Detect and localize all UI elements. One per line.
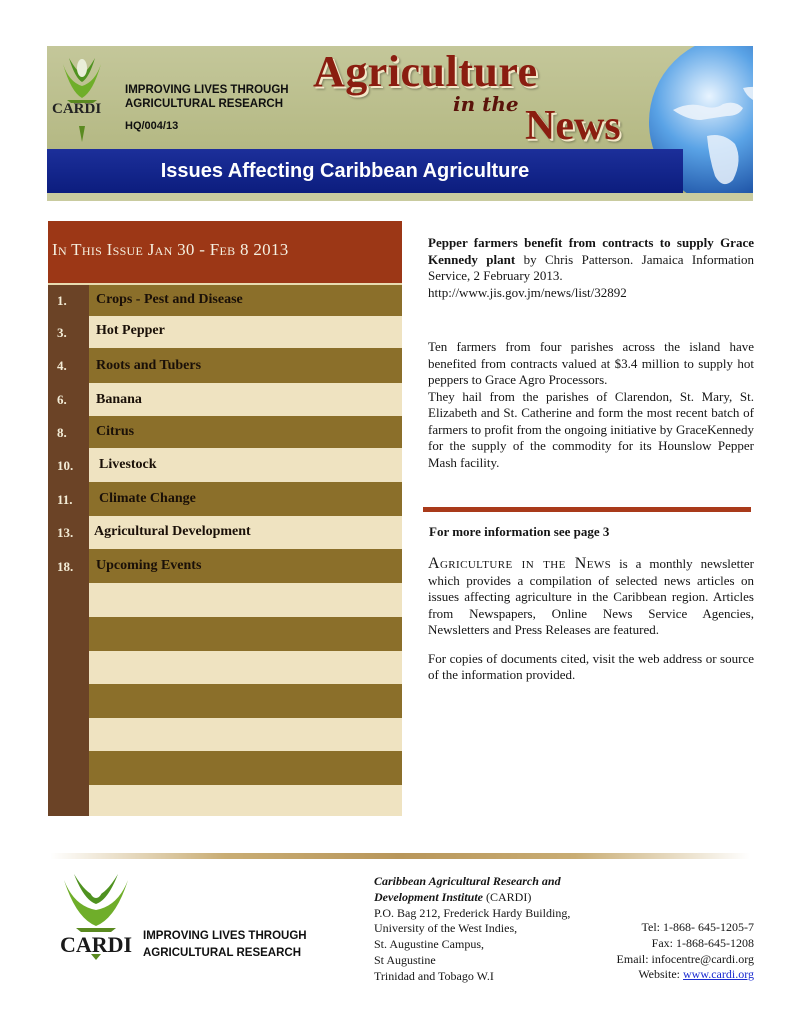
footer-contact	[580, 920, 754, 983]
toc-empty-row	[89, 617, 402, 651]
toc-item-label: Upcoming Events	[96, 558, 202, 573]
tagline-line-2: AGRICULTURAL RESEARCH	[125, 98, 284, 110]
toc-empty-row	[89, 684, 402, 718]
toc-item[interactable]	[48, 416, 402, 448]
subtitle: Issues Affecting Caribbean Agriculture	[160, 160, 530, 182]
toc-item-label: Climate Change	[99, 491, 196, 506]
footer-org-abbr: (CARDI)	[483, 889, 532, 904]
about-newsletter	[428, 556, 754, 684]
toc-item[interactable]	[48, 448, 402, 482]
toc-item[interactable]	[48, 516, 402, 549]
copies-note: For copies of documents cited, visit the web address or source of the information provided.	[428, 650, 754, 682]
toc-empty-row	[89, 651, 402, 684]
toc-item[interactable]	[48, 348, 402, 383]
toc-item-label: Crops - Pest and Disease	[96, 292, 243, 307]
toc-item-number: 8.	[57, 425, 67, 440]
footer-fax: Fax: 1-868-645-1208	[651, 935, 754, 950]
toc-item-number: 13.	[57, 525, 74, 540]
toc-item-label: Citrus	[96, 424, 135, 439]
footer-website-label: Website:	[638, 967, 684, 982]
toc-item-number: 3.	[57, 325, 67, 340]
footer-logo-text: CARDI	[60, 932, 133, 957]
article-citation	[428, 235, 754, 285]
toc-item[interactable]	[48, 316, 402, 348]
toc-empty-row	[89, 718, 402, 751]
more-info-link[interactable]: For more information see page 3	[429, 524, 610, 539]
issue-code: HQ/004/13	[125, 120, 179, 132]
toc-heading	[48, 221, 402, 285]
toc-item-label: Agricultural Development	[94, 524, 251, 539]
address-line-4: St Augustine	[374, 952, 436, 967]
article-byline: by Chris Patterson. Jamaica Information Service, 2 February 2013.	[428, 251, 755, 283]
newsletter-name: Agriculture in the News	[428, 555, 612, 572]
toc-heading-text: In This Issue Jan 30 - Feb 8 2013	[52, 240, 289, 259]
footer-email[interactable]: Email: infocentre@cardi.org	[616, 951, 754, 966]
toc-item[interactable]	[48, 549, 402, 583]
address-line-5: Trinidad and Tobago W.I	[374, 968, 494, 983]
footer-website-line	[580, 967, 754, 983]
toc-item-label: Hot Pepper	[96, 323, 165, 338]
about-description-text: is a monthly newsletter which provides a compilation of selected news articles on issues affecting agriculture in the Caribbean region. Articles from Newspapers, Online News Service Agencies, Newsletters and Press Releases are featured.	[428, 556, 754, 637]
toc-empty-row	[89, 751, 402, 785]
toc-item-number: 4.	[57, 358, 67, 373]
lead-article	[428, 235, 754, 471]
footer-website-link[interactable]: www.cardi.org	[683, 967, 754, 982]
article-paragraph-2: They hail from the parishes of Clarendon, St. Mary, St. Elizabeth and St. Catherine and form the most recent batch of farmers to profit from the ongoing initiative by GraceKennedy for the supply of the commodity for its Hounslow Pepper Mash facility.	[428, 388, 754, 470]
article-url[interactable]: http://www.jis.gov.jm/news/list/32892	[428, 284, 627, 300]
toc-item-label: Roots and Tubers	[96, 358, 202, 373]
footer-tagline-line-1: IMPROVING LIVES THROUGH	[143, 930, 307, 942]
title-in-the: in the	[453, 92, 519, 116]
toc-item-number: 11.	[57, 492, 73, 507]
footer-org-line	[374, 874, 604, 906]
toc-empty-row	[89, 785, 402, 816]
article-headline[interactable]: Pepper farmers benefit from contracts to supply Grace Kennedy plant	[428, 235, 754, 267]
about-description	[428, 556, 754, 639]
toc-item[interactable]	[48, 482, 402, 516]
footer-org-name: Caribbean Agricultural Research and Development Institute	[374, 874, 561, 904]
banner-tagline	[125, 83, 289, 111]
header-banner	[47, 46, 753, 201]
toc-item[interactable]	[48, 285, 402, 316]
toc-item-number: 18.	[57, 559, 74, 574]
banner-bottom-strip	[47, 193, 753, 201]
cardi-logo-icon	[57, 52, 107, 142]
article-paragraph-1: Ten farmers from four parishes across the island have benefited from contracts valued at $3.4 million to supply hot peppers to Grace Agro Processors.	[428, 339, 754, 387]
address-line-1: P.O. Bag 212, Frederick Hardy Building,	[374, 905, 571, 920]
footer-tagline-line-2: AGRICULTURAL RESEARCH	[143, 947, 302, 959]
title-agriculture: Agriculture	[313, 47, 538, 96]
footer-tel: Tel: 1-868- 645-1205-7	[641, 920, 754, 934]
tagline-line-1: IMPROVING LIVES THROUGH	[125, 84, 289, 96]
toc-item-number: 10.	[57, 458, 74, 473]
toc-empty-row	[89, 583, 402, 617]
footer-rule	[50, 853, 750, 859]
toc-item-label: Banana	[96, 392, 142, 407]
section-divider	[423, 507, 751, 512]
address-line-3: St. Augustine Campus,	[374, 937, 485, 952]
table-of-contents	[48, 221, 402, 816]
toc-item[interactable]	[48, 383, 402, 416]
footer-tagline	[143, 928, 307, 962]
toc-item-number: 1.	[57, 293, 67, 308]
address-line-2: University of the West Indies,	[374, 921, 518, 936]
title-news: News	[525, 103, 621, 149]
footer-address	[374, 874, 604, 985]
toc-item-number: 6.	[57, 392, 67, 407]
toc-item-label: Livestock	[99, 457, 157, 472]
logo-text: CARDI	[52, 101, 102, 117]
